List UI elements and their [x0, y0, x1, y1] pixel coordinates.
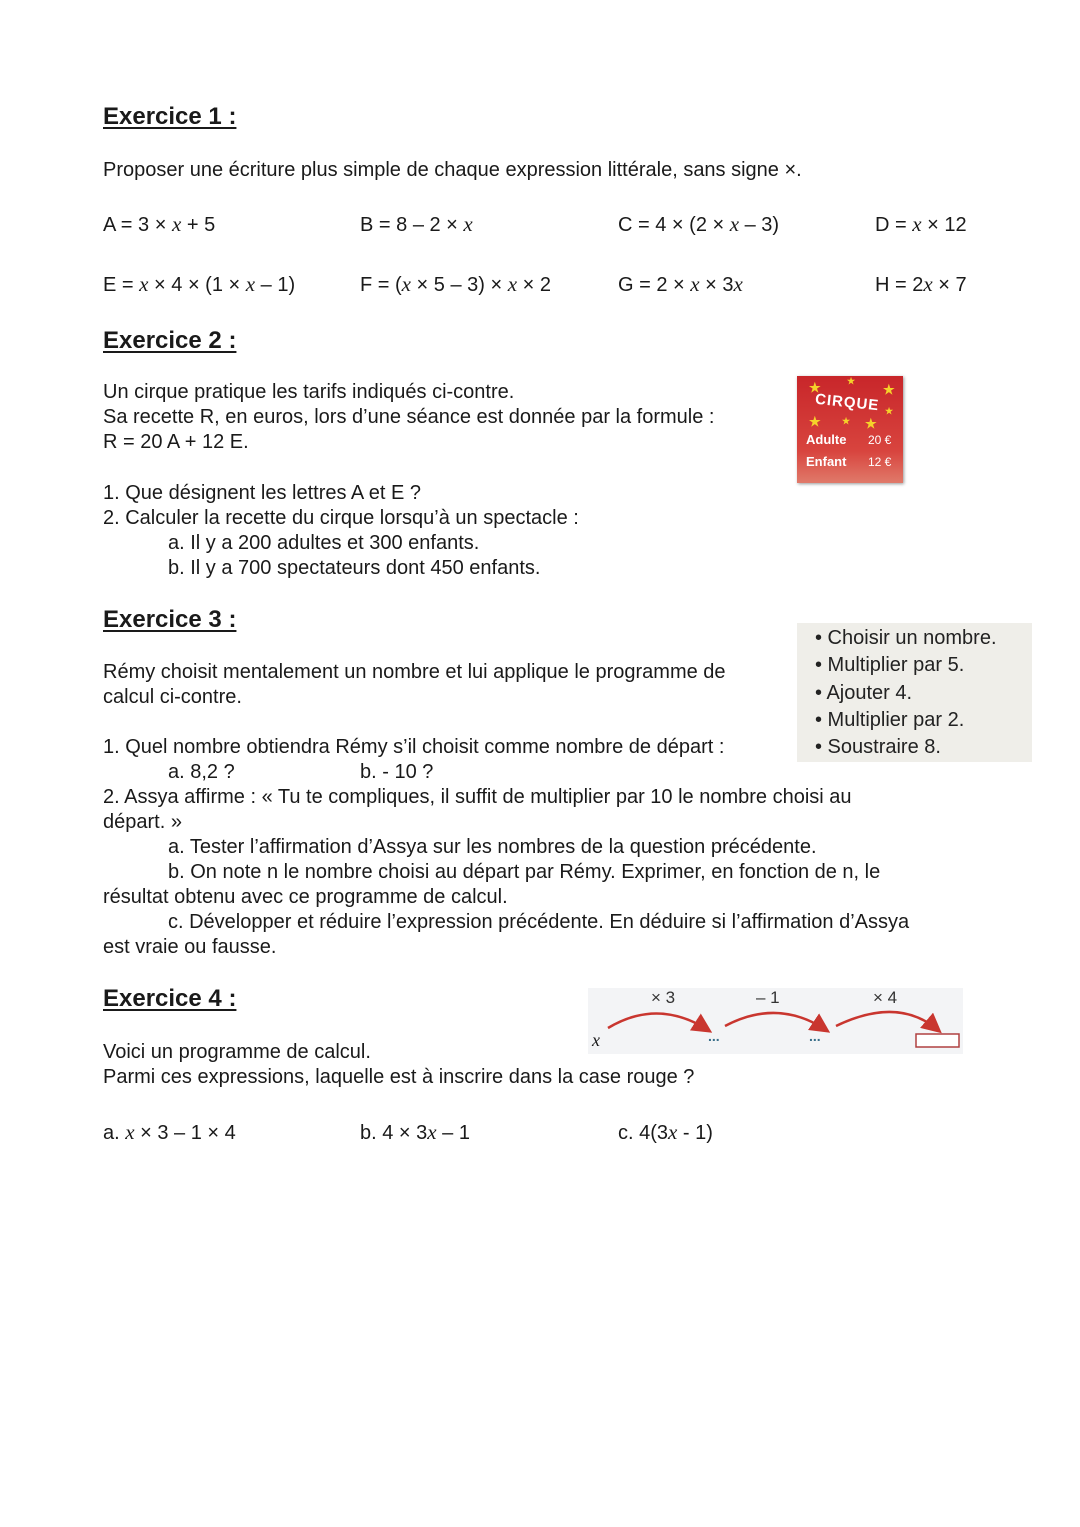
math-variable: x — [912, 212, 922, 236]
math-text: a. — [103, 1122, 126, 1144]
star-icon: ★ — [865, 416, 877, 431]
adult-label: Adulte — [806, 432, 847, 447]
diagram-dots-1: ... — [708, 1028, 720, 1044]
expression-g — [618, 272, 743, 298]
math-variable: x — [401, 272, 411, 296]
expression-a — [103, 212, 215, 238]
exercise-3-q2a: a. Tester l’affirmation d’Assya sur les nombres de la question précédente. — [168, 836, 817, 858]
math-variable: x — [125, 1120, 135, 1144]
diagram-dots-2: ... — [809, 1028, 821, 1044]
exercise-3-q1a: a. 8,2 ? — [168, 761, 235, 783]
math-variable: x — [507, 272, 518, 296]
exercise-1-instruction: Proposer une écriture plus simple de chaque expression littérale, sans signe ×. — [103, 159, 802, 181]
exercise-3-q2b-line2: résultat obtenu avec ce programme de calcul. — [103, 886, 508, 908]
math-variable: x — [171, 212, 182, 236]
poster-title: CIRQUE — [814, 390, 881, 415]
expression-e — [103, 272, 295, 298]
exercise-2-title: Exercice 2 : — [103, 327, 237, 354]
exercise-2-q2a: a. Il y a 200 adultes et 300 enfants. — [168, 532, 480, 554]
math-text: E = — [103, 274, 140, 296]
math-text: – 1 — [436, 1122, 470, 1144]
math-variable: x — [427, 1120, 437, 1144]
math-text: × 3 — [699, 274, 734, 296]
math-text: F = ( — [360, 274, 402, 296]
math-text: H = 2 — [875, 274, 924, 296]
math-text: - 1) — [677, 1122, 713, 1144]
star-icon: ★ — [809, 380, 821, 395]
math-text: × 7 — [932, 274, 967, 296]
exercise-3-q2-line2: départ. » — [103, 811, 182, 833]
exercise-2-q1: 1. Que désignent les lettres A et E ? — [103, 482, 421, 504]
star-icon: ★ — [842, 416, 851, 426]
math-text: × 4 × (1 × — [148, 274, 246, 296]
exercise-2-q2b: b. Il y a 700 spectateurs dont 450 enfants. — [168, 557, 541, 579]
star-icon: ★ — [885, 406, 894, 416]
program-step-5: • Soustraire 8. — [815, 736, 941, 758]
diagram-op-2: – 1 — [756, 988, 780, 1007]
adult-price: 20 € — [868, 433, 892, 447]
exercise-2-intro-1: Un cirque pratique les tarifs indiqués ci-contre. — [103, 381, 515, 403]
expression-d — [875, 212, 967, 238]
star-icon: ★ — [847, 376, 856, 386]
exercise-3-q2b-line1: b. On note n le nombre choisi au départ par Rémy. Exprimer, en fonction de n, le — [168, 861, 881, 883]
exercise-2-intro-2: Sa recette R, en euros, lors d’une séance est donnée par la formule : — [103, 406, 715, 428]
math-text: + 5 — [181, 214, 216, 236]
math-text: G = 2 × — [618, 274, 691, 296]
diagram-start: x — [592, 1030, 600, 1050]
math-variable: x — [668, 1120, 678, 1144]
exercise-3-q2-line1: 2. Assya affirme : « Tu te compliques, il suffit de multiplier par 10 le nombre choisi au — [103, 786, 852, 808]
expression-f — [360, 272, 551, 298]
expression-c — [618, 212, 779, 238]
math-text: × 3 – 1 × 4 — [134, 1122, 236, 1144]
choice-c — [618, 1120, 713, 1146]
exercise-3-intro-1: Rémy choisit mentalement un nombre et lui applique le programme de — [103, 661, 726, 683]
math-variable: x — [139, 272, 149, 296]
program-step-3: • Ajouter 4. — [815, 682, 913, 704]
circus-price-poster — [797, 376, 903, 483]
child-label: Enfant — [806, 454, 847, 469]
math-text: × 12 — [921, 214, 967, 236]
exercise-3-intro-2: calcul ci-contre. — [103, 686, 242, 708]
exercise-3-q2c-line1: c. Développer et réduire l’expression précédente. En déduire si l’affirmation d’Assya — [168, 911, 910, 933]
exercise-4-intro-2: Parmi ces expressions, laquelle est à inscrire dans la case rouge ? — [103, 1066, 695, 1088]
exercise-2-q2: 2. Calculer la recette du cirque lorsqu’à un spectacle : — [103, 507, 579, 529]
math-text: D = — [875, 214, 913, 236]
program-step-4: • Multiplier par 2. — [815, 709, 965, 731]
star-icon: ★ — [883, 382, 895, 397]
math-variable: x — [463, 212, 473, 236]
program-step-2: • Multiplier par 5. — [815, 654, 965, 676]
diagram-op-1: × 3 — [651, 988, 676, 1007]
child-price: 12 € — [868, 455, 892, 469]
exercise-4-intro-1: Voici un programme de calcul. — [103, 1041, 371, 1063]
math-text: × 5 – 3) × — [411, 274, 508, 296]
exercise-4-title: Exercice 4 : — [103, 985, 237, 1012]
math-text: × 2 — [517, 274, 551, 296]
choice-b — [360, 1120, 470, 1146]
math-text: A = 3 × — [103, 214, 172, 236]
star-icon: ★ — [809, 414, 821, 429]
math-variable: x — [733, 272, 743, 296]
math-variable: x — [729, 212, 740, 236]
exercise-3-q2c-line2: est vraie ou fausse. — [103, 936, 277, 958]
math-variable: x — [923, 272, 933, 296]
diagram-op-3: × 4 — [873, 988, 898, 1007]
math-text: – 3) — [739, 214, 780, 236]
math-variable: x — [690, 272, 700, 296]
calculation-program-diagram — [588, 988, 963, 1054]
math-text: C = 4 × (2 × — [618, 214, 730, 236]
calculation-program-box — [797, 623, 1032, 762]
choice-a — [103, 1120, 236, 1146]
exercise-3-title: Exercice 3 : — [103, 606, 237, 633]
program-step-1: • Choisir un nombre. — [815, 627, 997, 649]
math-text: b. 4 × 3 — [360, 1122, 428, 1144]
exercise-3-q1b: b. - 10 ? — [360, 761, 434, 783]
exercise-3-q1: 1. Quel nombre obtiendra Rémy s’il choisit comme nombre de départ : — [103, 736, 725, 758]
exercise-2-formula: R = 20 A + 12 E. — [103, 431, 249, 453]
math-variable: x — [245, 272, 256, 296]
expression-h — [875, 272, 967, 298]
red-answer-box — [916, 1034, 959, 1047]
math-text: – 1) — [255, 274, 296, 296]
expression-b — [360, 212, 473, 238]
exercise-1-title: Exercice 1 : — [103, 103, 237, 130]
math-text: c. 4(3 — [618, 1122, 669, 1144]
math-text: B = 8 – 2 × — [360, 214, 464, 236]
